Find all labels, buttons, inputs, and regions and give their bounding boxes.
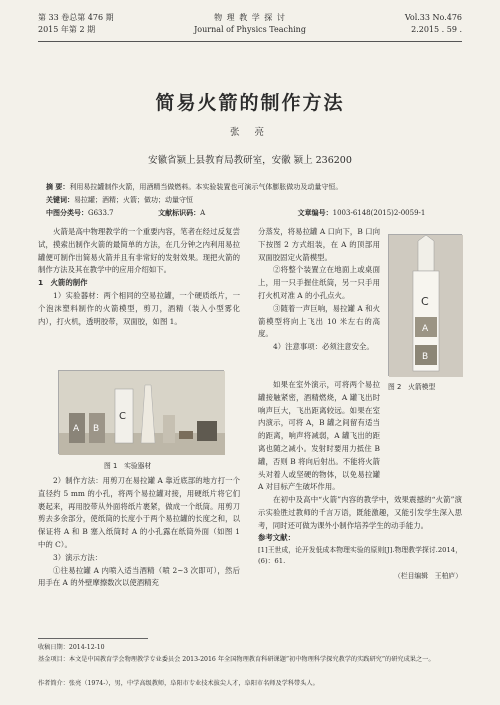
- article-no-value: 1003-6148(2015)2-0059-1: [332, 209, 426, 217]
- reference-1: [1]王世成，论开发低成本物理实验的原则[J].物理教学探讨.2014，(6)：61.: [258, 546, 462, 566]
- demo-step-2: ②将整个装置立在地面上或桌面上，用一只手握住纸筒，另一只手用打火机对准 A 的小孔点火。: [258, 265, 380, 300]
- footnote-received: 收稿日期：2014-12-10: [38, 644, 105, 651]
- figure-1-photo: [58, 370, 224, 454]
- references-label: 参考文献：: [258, 533, 295, 543]
- year-issue: 2015 年第 2 期: [38, 25, 96, 34]
- left-column-top: [38, 226, 240, 328]
- fig2-label-c: C: [421, 295, 429, 308]
- footnote-rule: [38, 638, 148, 639]
- running-header: [38, 12, 462, 48]
- keywords: [46, 195, 454, 205]
- intro-paragraph: 火箭是高中物理教学的一个重要内容，笔者在经过反复尝试，摸索出制作火箭的最简单的方法，在几分钟之内利用易拉罐便可制作出简易火箭并且有非常好的发射效果。现把火箭的制作方法及其在教学中的应用介绍如下。: [38, 227, 240, 275]
- date-page: 2.2015 . 59 .: [411, 25, 462, 34]
- demo-step-3: ③随着一声巨响，易拉罐 A 和火箭模型将向上飞出 10 米左右的高度。: [258, 303, 380, 339]
- classification-line: [46, 208, 454, 218]
- right-column-transition: [258, 379, 380, 492]
- footnote-bio: 作者简介：张亮（1974-），男，中学高级教师，阜阳市专业技术拔尖人才，阜阳市名师及学科带头人。: [38, 680, 319, 687]
- article-title: 简易火箭的制作方法: [155, 92, 345, 114]
- fig2-rocket-head: [418, 235, 434, 271]
- clc-label: 中图分类号：: [46, 209, 88, 217]
- doc-code-value: A: [200, 209, 206, 217]
- doc-code-label: 文献标识码：: [158, 209, 201, 217]
- abstract-text: 利用易拉罐制作火箭，用酒精当做燃料。本实验装置也可演示气体膨胀做功及动量守恒。: [69, 183, 343, 191]
- teaching-paragraph: 在初中及高中“火箭”内容的教学中，效果震撼的“火箭”演示实验胜过教师的千言万语，既能激趣，又能引发学生深入思考，同时还可做为课外小制作培养学生的动手能力。: [258, 495, 462, 530]
- header-rule: [38, 41, 462, 42]
- figure-2-photo: [388, 234, 462, 376]
- journal-name-en: Journal of Physics Teaching: [194, 25, 306, 34]
- journal-name-cn: 物 理 教 学 探 讨: [214, 13, 286, 22]
- clc-value: G633.7: [88, 209, 114, 217]
- fig2-label-a: A: [422, 324, 429, 334]
- figure-2-caption: 图 2 火箭模型: [388, 383, 436, 391]
- outdoor-demo-start: 如果在室外演示，可将两个易拉罐接触紧密，酒精燃烧，A 罐飞出时响声巨大，飞出距离较远。如果在室内演示，可将 A，B 罐之间留有适当的距离，响声将减弱，A 罐飞出的距离也随之减小。发射时要用力抵住 B 罐，否则 B 将向后射出。不能将火箭头对着人或坚硬的物体，以免易拉罐 A 对目标产生破坏作用。: [258, 380, 380, 492]
- volume-no: Vol.33 No.476: [404, 13, 462, 22]
- demo-heading: 3）演示方法：: [53, 552, 103, 562]
- right-column-wide: [258, 418, 462, 582]
- safety-note: 4）注意事项：必须注意安全。: [273, 342, 374, 352]
- fig1-alcohol-sprayer: [163, 415, 175, 443]
- keywords-label: 关键词：: [46, 196, 74, 204]
- method-paragraph: 2）制作方法：用剪刀在易拉罐 A 靠近底部的地方打一个直径约 5 mm 的小孔，将两个易拉罐对接，用硬纸片将它们裹起来，再用胶带从外面将纸片裹紧，做成一个纸筒。用剪刀剪去多余部分，使纸筒的长度小于两个易拉罐的长度之和，以保证将 A 和 B 塞入纸筒时 A 的小孔露在纸筒外面（如图 1 中的 C）。: [38, 476, 240, 549]
- keywords-text: 易拉罐；酒精；火箭；做功；动量守恒: [74, 196, 193, 204]
- fig1-scissors-tape: [197, 421, 217, 441]
- header-center: [38, 12, 462, 36]
- fig1-label-a: A: [73, 424, 80, 434]
- equipment-paragraph: 1）实验器材：两个相同的空易拉罐，一个硬质纸片，一个泡沫塑料制作的火箭模型，剪刀，酒精（装入小型雾化内），打火机，透明胶带，双面胶，如图 1。: [38, 290, 240, 326]
- right-column-narrow: [258, 226, 380, 354]
- fig2-label-b: B: [422, 352, 429, 362]
- abstract-label: 摘 要：: [46, 183, 70, 191]
- footnote-fund: 基金项目：本文是中国教育学会物理教学专业委员会 2013-2016 年全国物理教育科研课题“初中物理科学探究教学的实践研究”的研究成果之一。: [38, 656, 435, 663]
- left-column-bottom: [38, 475, 240, 590]
- column-editor: （栏目编辑 王柏庐）: [394, 572, 462, 581]
- header-right: [405, 12, 462, 36]
- figure-1-caption: 图 1 实验器材: [104, 462, 152, 470]
- volume-issue: 第 33 卷总第 476 期: [38, 13, 114, 22]
- fig1-label-c: C: [119, 411, 126, 422]
- section-heading: 1 火箭的制作: [38, 278, 88, 288]
- article-author: 张 亮: [229, 127, 271, 138]
- fig1-lighter: [179, 431, 193, 439]
- figure-1-illustration: [59, 371, 225, 455]
- author-affiliation: 安徽省颍上县教育局教研室，安徽 颍上 236200: [148, 155, 352, 166]
- demo-step-1: ①往易拉罐 A 内喷入适当酒精（喷 2~3 次即可），然后用手在 A 的外壁摩擦数次以使酒精充: [38, 565, 240, 588]
- article-no-label: 文章编号：: [297, 209, 333, 217]
- demo-step-1-cont: 分蒸发，将易拉罐 A 口向下，B 口向下按图 2 方式组装，在 A 的顶部用双面胶固定火箭模型。: [258, 227, 380, 262]
- fig1-label-b: B: [93, 424, 100, 434]
- figure-2-illustration: [389, 235, 463, 377]
- abstract: [46, 182, 454, 192]
